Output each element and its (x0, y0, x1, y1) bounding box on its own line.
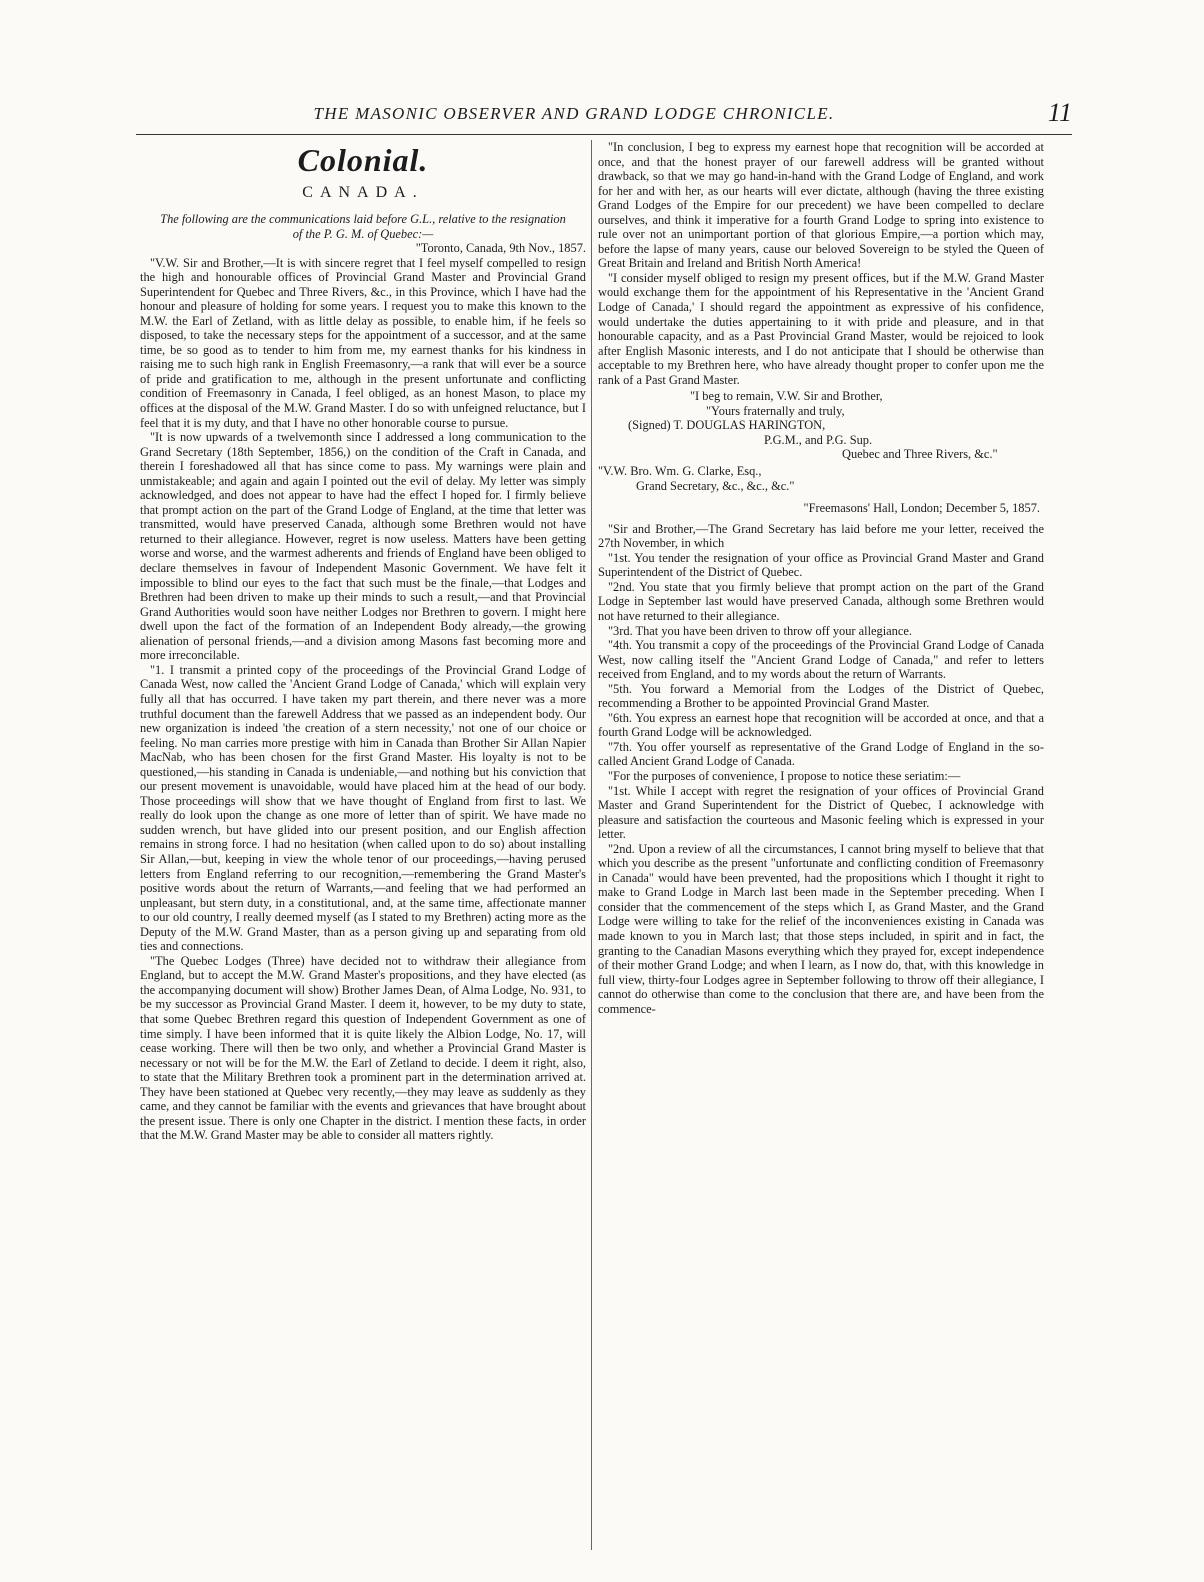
letter1-paragraph-6: "I consider myself obliged to resign my present offices, but if the M.W. Grand Master would exchange them for the appointment of his Representative in the 'Ancient Grand Lodge of Canada,' I should regard the appointment as expressive of his confidence, would undertake the duties appertaining to it with pride and pleasure, and in that honourable capacity, and as a Past Provincial Grand Master, would be rejoiced to look after English Masonic interests, and I do not anticipate that I should be otherwise than acceptable to my Brethren here, who have already thought proper to confer upon me the rank of a Past Grand Master. (598, 270, 1044, 387)
letter1-paragraph-2: "It is now upwards of a twelvemonth since I addressed a long communication to the Grand Secretary (18th September, 1856,) on the condition of the Craft in Canada, and therein I foreshadowed all that has since come to pass. My warnings were plain and unmistakeable; and again and again I pointed out the evil of delay. My letter was simply acknowledged, and does not appear to have had the effect I hoped for. I firmly believe that prompt action on the part of the Grand Lodge of England, at the time that letter was transmitted, would have preserved Canada, although some Brethren would not have returned to their allegiance. However, regret is now useless. Matters have been getting worse and worse, and the warmest adherents and friends of England have been obliged to declare themselves in favour of Independent Masonic Government. We have felt it impossible to blind our eyes to the fact that such must be the finale,—that Lodges and Brethren had been driven to make up their minds to such a result,—and that Provincial Grand Authorities would soon have neither Lodges nor Brethren to govern. I might here dwell upon the fact of the formation of an Independent Body already,—the growing alienation of personal friends,—and a division among Masons fast becoming more and more irreconcilable. (140, 430, 586, 663)
section-subtitle: CANADA. (302, 184, 424, 201)
right-column (598, 140, 1044, 1552)
letter1-paragraph-3: "1. I transmit a printed copy of the proceedings of the Provincial Grand Lodge of Canada West, now called the 'Ancient Grand Lodge of Canada,' which will explain very fully all that has occurred. I have taken my part therein, and there never was a more truthful document than the farewell Address that we passed as an independent body. Our new organization is indeed 'the creation of a stern necessity,' not one of our choice or feeling. No man carries more prestige with him in Canada than Brother Sir Allan Napier MacNab, who has been chosen for the first Grand Master. His loyalty is not to be questioned,—his standing in Canada is undeniable,—and nothing but his conviction that our present movement is unavoidable, would have placed him at the head of our body. Those proceedings will show that we have thought of England from first to last. We really do look upon the change as one more of letter than of spirit. We have made no sudden wrench, but have glided into our present position, and our English affection remains in strong force. I had no hesitation (when called upon to do so) about installing Sir Allan,—but, keeping in view the whole tenor of our proceedings,—having perused letters from England referring to our recognition,—remembering the Grand Master's positive words about the return of Warrants,—and feeling that we had performed an unpleasant, but stern duty, in a constitutional, and, at the same time, affectionate manner to our old country, I really deemed myself (as I stated to my Brethren) acting more as the Deputy of the M.W. Grand Master, than as a person giving up and separating from old ties and connections. (140, 662, 586, 954)
letter1-signature-title: P.G.M., and P.G. Sup. (764, 432, 873, 447)
section-title: Colonial. (297, 142, 429, 178)
left-column (140, 140, 586, 1552)
letter1-signature: (Signed) T. DOUGLAS HARINGTON, (628, 418, 826, 433)
letter2-paragraph-7: "6th. You express an earnest hope that recognition will be accorded at once, and that a fourth Grand Lodge will be acknowledged. (598, 710, 1044, 740)
letter1-signature-district: Quebec and Three Rivers, &c." (842, 447, 998, 462)
running-head (136, 98, 1072, 130)
letter2-paragraph-2: "1st. You tender the resignation of your office as Provincial Grand Master and Grand Superintendent of the District of Quebec. (598, 550, 1044, 580)
letter2-paragraph-8: "7th. You offer yourself as representative of the Grand Lodge of England in the so-called Ancient Grand Lodge of Canada. (598, 739, 1044, 769)
letter1-addressee: "V.W. Bro. Wm. G. Clarke, Esq., (598, 464, 762, 479)
letter2-dateline: "Freemasons' Hall, London; December 5, 1857. (803, 501, 1040, 516)
letter2-paragraph-3: "2nd. You state that you firmly believe that prompt action on the part of the Grand Lodge in September last would have preserved Canada, although some Brethren would not have returned to their allegiance. (598, 579, 1044, 623)
letter2-paragraph-11: "2nd. Upon a review of all the circumstances, I cannot bring myself to believe that that which you describe as the present "unfortunate and conflicting condition of Freemasonry in Canada" would have been prevented, had the propositions which I thought it right to make to Grand Lodge in March last been made in the September preceding. When I consider that the commencement of the steps which I, as Grand Master, and the Grand Lodge were willing to take for the relief of the inconveniences existing in Canada was made known to you in March last; that those steps included, in spirit and in fact, the granting to the Canadian Masons everything which they prayed for, except independence of their mother Grand Lodge; and when I learn, as I now do, that, with this knowledge in full view, thirty-four Lodges agree in September following to throw off their allegiance, I cannot do otherwise than come to the conclusion that there are, and have been from the commence- (598, 841, 1044, 1016)
header-rule (136, 134, 1072, 135)
letter1-closing-2: "Yours fraternally and truly, (706, 403, 845, 418)
letter2-paragraph-10: "1st. While I accept with regret the resignation of your offices of Provincial Grand Master and Grand Superintendent for the District of Quebec, I acknowledge with pleasure and satisfaction the courteous and Masonic feeling which is expressed in your letter. (598, 783, 1044, 842)
letter1-paragraph-5: "In conclusion, I beg to express my earnest hope that recognition will be accorded at once, and that the honest prayer of our farewell address will be granted without drawback, so that we may go hand-in-hand with the Grand Lodge of England, and work for her and with her, as our hearts will ever dictate, although (having the three existing Grand Lodges of the Empire for our precedent) we have been compelled to declare ourselves, and think it imperative for a fourth Grand Lodge to spring into existence to rule over not an unimportant portion of that glorious Empire,—a portion which may, before the lapse of many years, cause our beloved Sovereign to be styled the Queen of Great Britain and Ireland and British North America! (598, 140, 1044, 271)
running-title: THE MASONIC OBSERVER AND GRAND LODGE CHRONICLE. (313, 104, 835, 123)
letter1-dateline: "Toronto, Canada, 9th Nov., 1857. (415, 241, 586, 255)
letter1-addressee-title: Grand Secretary, &c., &c., &c." (636, 478, 795, 493)
letter1-paragraph-4: "The Quebec Lodges (Three) have decided not to withdraw their allegiance from England, but to accept the M.W. Grand Master's propositions, and they have elected (as the accompanying document will show) Brother James Dean, of Alma Lodge, No. 931, to be my successor as Provincial Grand Master. I deem it, however, to be my duty to state, that some Quebec Brethren regard this question of Independent Government as one of time simply. I have been informed that it is quite likely the Albion Lodge, No. 17, will cease working. There will then be two only, and whether a Provincial Grand Master is necessary or not will be for the M.W. the Earl of Zetland to decide. I deem it right, also, to state that the Military Brethren took a prominent part in the determination arrived at. They have been stationed at Quebec very recently,—they may leave as suddenly as they came, and they cannot be familiar with the events and grievances that have brought about the present issue. There is only one Chapter in the district. I mention these facts, in order that the M.W. Grand Master may be able to consider all matters rightly. (140, 953, 586, 1143)
letter2-paragraph-6: "5th. You forward a Memorial from the Lodges of the District of Quebec, recommending a Brother to be appointed Provincial Grand Master. (598, 681, 1044, 711)
letter2-paragraph-5: "4th. You transmit a copy of the proceedings of the Provincial Grand Lodge of Canada West, now calling itself the "Ancient Grand Lodge of Canada," and refer to letters received from England, and to my words about the return of Warrants. (598, 638, 1044, 682)
letter2-paragraph-4: "3rd. That you have been driven to throw off your allegiance. (608, 623, 912, 638)
page-number: 11 (1047, 98, 1072, 127)
letter2-paragraph-1: "Sir and Brother,—The Grand Secretary has laid before me your letter, received the 27th November, in which (598, 521, 1044, 551)
column-rule (591, 140, 592, 1550)
letter1-closing-1: "I beg to remain, V.W. Sir and Brother, (690, 389, 883, 404)
letter2-paragraph-9: "For the purposes of convenience, I propose to notice these seriatim:— (608, 768, 961, 783)
intro-text: The following are the communications laid before G.L., relative to the resignation of the P. G. M. of Quebec:— (160, 212, 566, 241)
letter1-paragraph-1: "V.W. Sir and Brother,—It is with sincere regret that I feel myself compelled to resign the high and honourable offices of Provincial Grand Master and Provincial Grand Superintendent for Quebec and Three Rivers, &c., in this Province, which I have had the honour and pleasure of holding for some years. I request you to make this known to the M.W. the Earl of Zetland, with as little delay as possible, to enable him, if he feels so disposed, to take the necessary steps for the appointment of a successor, and at the same time, be so good as to tender to him from me, my earnest thanks for his kindness in raising me to such high rank in English Freemasonry,—a rank that will ever be a source of pride and gratification to me, although in the present unfortunate and conflicting condition of Freemasonry in Canada, I feel obliged, as an honest Mason, to place my offices at the disposal of the M.W. Grand Master. I do so with unfeigned reluctance, but I feel that it is my duty, and that I have no other honorable course to pursue. (140, 255, 586, 430)
